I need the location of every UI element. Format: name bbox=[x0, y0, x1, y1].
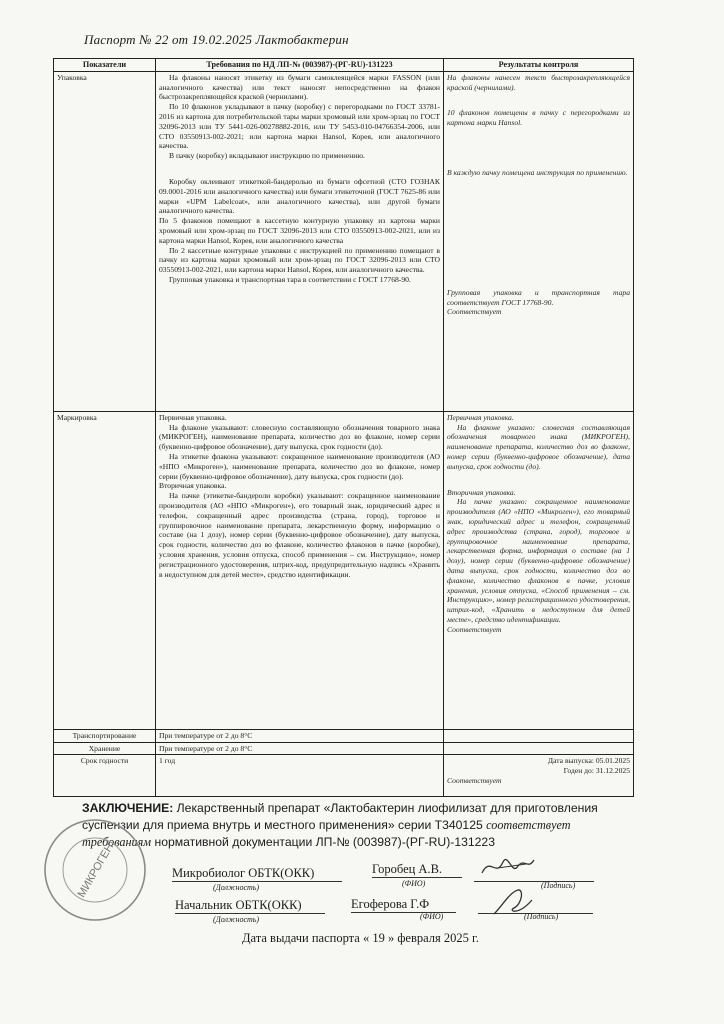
storage-requirements: При температуре от 2 до 8°С bbox=[156, 742, 444, 755]
conclusion-verdict: соответствует требованиям bbox=[82, 818, 571, 849]
table-row bbox=[54, 411, 634, 729]
transport-results bbox=[444, 729, 634, 742]
res-text: Первичная упаковка. bbox=[447, 412, 514, 422]
res-text: На флаконы нанесен текст быстрозакрепляющейся краской (чернилами). bbox=[447, 72, 630, 92]
caption-signature-2: (Подпись) bbox=[524, 912, 559, 921]
signature-position-2: Начальник ОБТК(ОКК) bbox=[175, 898, 325, 914]
caption-name-1: (ФИО) bbox=[402, 879, 426, 888]
table-row bbox=[54, 742, 634, 755]
conclusion-text: Лекарственный препарат «Лактобактерин лиофилизат для приготовления суспензии для приема внутрь и местного применения» серии Т340125 bbox=[82, 801, 598, 832]
req-text: Групповая упаковка и транспортная тара в соответствии с ГОСТ 17768-90. bbox=[169, 274, 411, 284]
req-text: На флаконе указывают: словесную составляющую обозначения товарного знака (МИКРОГЕН), наименование препарата, количество доз во флаконе, номер серии (буквенно-цифровое обозначение), дату выпуска, срок годности (до). bbox=[159, 422, 440, 452]
res-text: Вторичная упаковка. bbox=[447, 487, 516, 497]
col-header-indicators: Показатели bbox=[54, 59, 156, 72]
signature-name-1: Горобец А.В. bbox=[372, 862, 462, 878]
signature-name-2: Егоферова Г.Ф bbox=[351, 897, 456, 913]
marking-results bbox=[444, 411, 634, 729]
caption-position-2: (Должность) bbox=[213, 915, 260, 924]
row-label-packaging: Упаковка bbox=[54, 71, 156, 411]
packaging-results bbox=[444, 71, 634, 411]
expiry-date: Годен до: 31.12.2025 bbox=[563, 766, 630, 776]
page-header: Паспорт № 22 от 19.02.2025 Лактобактерин bbox=[84, 32, 349, 47]
table-header-row bbox=[54, 59, 634, 72]
stamp-seal bbox=[40, 815, 150, 925]
caption-position-1: (Должность) bbox=[213, 883, 260, 892]
res-text: 10 флаконов помещены в пачку с перегородками из картона марки Hansol. bbox=[447, 108, 630, 128]
res-status: Соответствует bbox=[447, 775, 502, 785]
row-label-marking: Маркировка bbox=[54, 411, 156, 729]
row-label-storage: Хранение bbox=[54, 742, 156, 755]
conclusion-label: ЗАКЛЮЧЕНИЕ: bbox=[82, 801, 174, 815]
req-text: На флаконы наносят этикетку из бумаги самоклеящейся марки FASSON (или аналогичного качества) или текст наносят непосредственно на флакон быстрозакрепляющейся краской (чернилами). bbox=[159, 72, 440, 102]
req-text: На этикетке флакона указывают: сокращенное наименование производителя (АО «НПО «Микроген»), наименование препарата, количество доз во флаконе, номер серии (буквенно-цифровое обозначение), дату выпуска, срок годности (до). bbox=[159, 451, 440, 481]
req-text: Коробку оклеивают этикеткой-бандеролью из бумаги офсетной (СТО ГОЗНАК 09.0001-2016 или аналогичного качества) или бумаги этикеточной (ГОСТ 7625-86 или марки «UPM Labelcoat», или аналогичного качества), или другой бумаги аналогичного качества. bbox=[159, 176, 440, 216]
conclusion bbox=[82, 800, 642, 851]
shelf-life-results bbox=[444, 755, 634, 797]
col-header-results: Результаты контроля bbox=[444, 59, 634, 72]
req-text: В пачку (коробку) вкладывают инструкцию по применению. bbox=[169, 151, 365, 161]
storage-results bbox=[444, 742, 634, 755]
req-text: По 2 кассетные контурные упаковки с инструкцией по применению помещают в пачку из картона марки хромовый или хром-эрзац по ГОСТ 32096-2013 или СТО 03550913-002-2021, или картона марки Hansol, Корея, или аналогичного качества. bbox=[159, 245, 440, 275]
req-text: На пачке (этикетке-бандероли коробки) указывают: сокращенное наименование производителя (АО «НПО «Микроген»), его товарный знак, юридический адрес и телефон, сокращенный адрес производства (страна, город), торговое и группировочное наименование препарата, лекарственную форму, информацию о составе (на 1 дозу), номер серии (буквенно-цифровое обозначение), дату выпуска, срок годности, количество доз во флаконе, количество флаконов в пачке (коробке), условия хранения, условия отпуска, способ применения – см. Инструкцию», номер регистрационного удостоверения, штрих-код, предупредительную надпись «Хранить в недоступном для детей месте», средство идентификации. bbox=[159, 491, 440, 579]
table-row bbox=[54, 71, 634, 411]
shelf-life-requirements: 1 год bbox=[156, 755, 444, 797]
table-row bbox=[54, 729, 634, 742]
req-text: Первичная упаковка. bbox=[159, 412, 227, 422]
col-header-requirements: Требования по НД ЛП-№ (003987)-(РГ-RU)-131223 bbox=[156, 59, 444, 72]
res-text: На пачке указано: сокращенное наименование производителя (АО «НПО «Микроген»), его товарный знак, юридический адрес и телефон, сокращенный адрес производства (страна, город), торговое и группировочное наименование препарата, лекарственная форма, информация о составе (на 1 дозу), номер серии (буквенно-цифровое обозначение) дата выпуска, срок годности, количество доз во флаконе, количество флаконов в пачке, условия хранения, условия отпуска, «Способ применения – см. Инструкцию», номер регистрационного удостоверения, штрих-код, «Хранить в недоступном для детей месте», средство идентификации. bbox=[447, 497, 630, 624]
table-row bbox=[54, 755, 634, 797]
row-label-shelf-life: Срок годности bbox=[54, 755, 156, 797]
res-status: Соответствует bbox=[447, 624, 502, 634]
conclusion-nd: нормативной документации ЛП-№ (003987)-(РГ-RU)-131223 bbox=[154, 835, 495, 849]
row-label-transport: Транспортирование bbox=[54, 729, 156, 742]
req-text: Вторичная упаковка. bbox=[159, 481, 227, 491]
res-status: Соответствует bbox=[447, 307, 502, 317]
transport-requirements: При температуре от 2 до 8°С bbox=[156, 729, 444, 742]
stamp-text: МИКРОГЕН bbox=[75, 841, 117, 900]
packaging-requirements bbox=[156, 71, 444, 411]
caption-signature-1: (Подпись) bbox=[541, 881, 576, 890]
marking-requirements bbox=[156, 411, 444, 729]
caption-name-2: (ФИО) bbox=[420, 912, 444, 921]
res-text: На флаконе указано: словесная составляющая обозначения товарного знака (МИКРОГЕН), наименование препарата, количество доз во флаконе, номер серии (буквенно-цифровое обозначение), дата выпуска, срок годности (до). bbox=[447, 422, 630, 471]
req-text: По 10 флаконов укладывают в пачку (коробку) с перегородками по ГОСТ 33781-2016 из картона для потребительской тары марки хромовый или хром-эрзац по ГОСТ 32096-2013 или ТУ 5441-026-00278882-2016, или ТУ 5453-010-04766354-2006, или СТО 03550913-002-2021; или картона марки Hansol, Корея, или аналогичного качества. bbox=[159, 102, 440, 151]
signature-position-1: Микробиолог ОБТК(ОКК) bbox=[172, 866, 342, 882]
res-text: В каждую пачку помещена инструкция по применению. bbox=[447, 167, 628, 177]
release-date: Дата выпуска: 05.01.2025 bbox=[547, 756, 630, 766]
control-table bbox=[53, 58, 634, 797]
issue-date: Дата выдачи паспорта « 19 » февраля 2025 г. bbox=[242, 931, 479, 945]
handwritten-signature-2 bbox=[488, 886, 538, 920]
handwritten-signature-1 bbox=[478, 848, 538, 883]
res-text: Групповая упаковка и транспортная тара соответствует ГОСТ 17768-90. bbox=[447, 287, 630, 307]
req-text: По 5 флаконов помещают в кассетную контурную упаковку из картона марки хромовый или хром-эрзац по ГОСТ 32096-2013 или СТО 03550913-002-2021, или из картона марки Hansol, Корея, или аналогичного качества bbox=[159, 216, 440, 245]
